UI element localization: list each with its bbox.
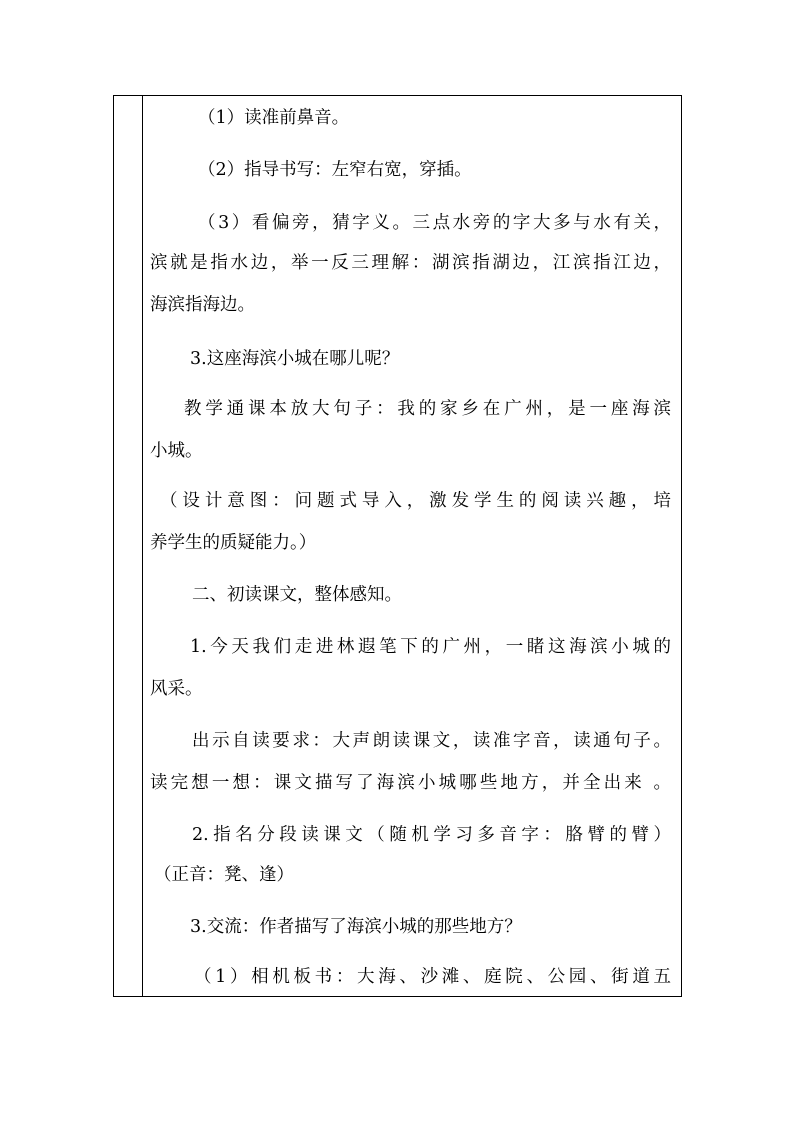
- text-line-1: （1）读准前鼻音。: [198, 108, 350, 128]
- text-line-12: 1.今天我们走进林遐笔下的广州，一睹这海滨小城的: [190, 637, 671, 657]
- text-line-13: 风采。: [150, 679, 203, 699]
- text-line-9: （设计意图：问题式导入，激发学生的阅读兴趣，培: [160, 491, 671, 511]
- text-line-19: （1）相机板书：大海、沙滩、庭院、公园、街道五: [194, 967, 671, 987]
- text-line-3: （3）看偏旁，猜字义。三点水旁的字大多与水有关，: [198, 213, 671, 233]
- text-line-18: 3.交流：作者描写了海滨小城的那些地方？: [190, 917, 522, 937]
- text-line-7: 教学通课本放大句子：我的家乡在广州，是一座海滨: [184, 399, 671, 419]
- text-line-2: （2）指导书写：左窄右宽，穿插。: [198, 160, 472, 180]
- text-line-16: 2.指名分段读课文（随机学习多音字：胳臂的臂）: [192, 825, 671, 845]
- text-line-4: 滨就是指水边，举一反三理解：湖滨指湖边，江滨指江边，: [150, 253, 671, 273]
- text-line-10: 养学生的质疑能力。）: [150, 533, 317, 553]
- text-line-6: 3.这座海滨小城在哪儿呢？: [190, 349, 400, 369]
- text-line-5: 海滨指海边。: [150, 295, 255, 315]
- text-line-11: 二、初读课文，整体感知。: [192, 585, 402, 605]
- text-line-8: 小城。: [150, 441, 203, 461]
- text-line-15: 读完想一想：课文描写了海滨小城哪些地方，并全出来 。: [150, 773, 671, 793]
- text-line-17: （正音：凳、逢）: [154, 865, 294, 885]
- text-line-14: 出示自读要求：大声朗读课文，读准字音，读通句子。: [192, 731, 671, 751]
- lesson-plan-table: [113, 95, 682, 997]
- table-left-column: [114, 96, 143, 996]
